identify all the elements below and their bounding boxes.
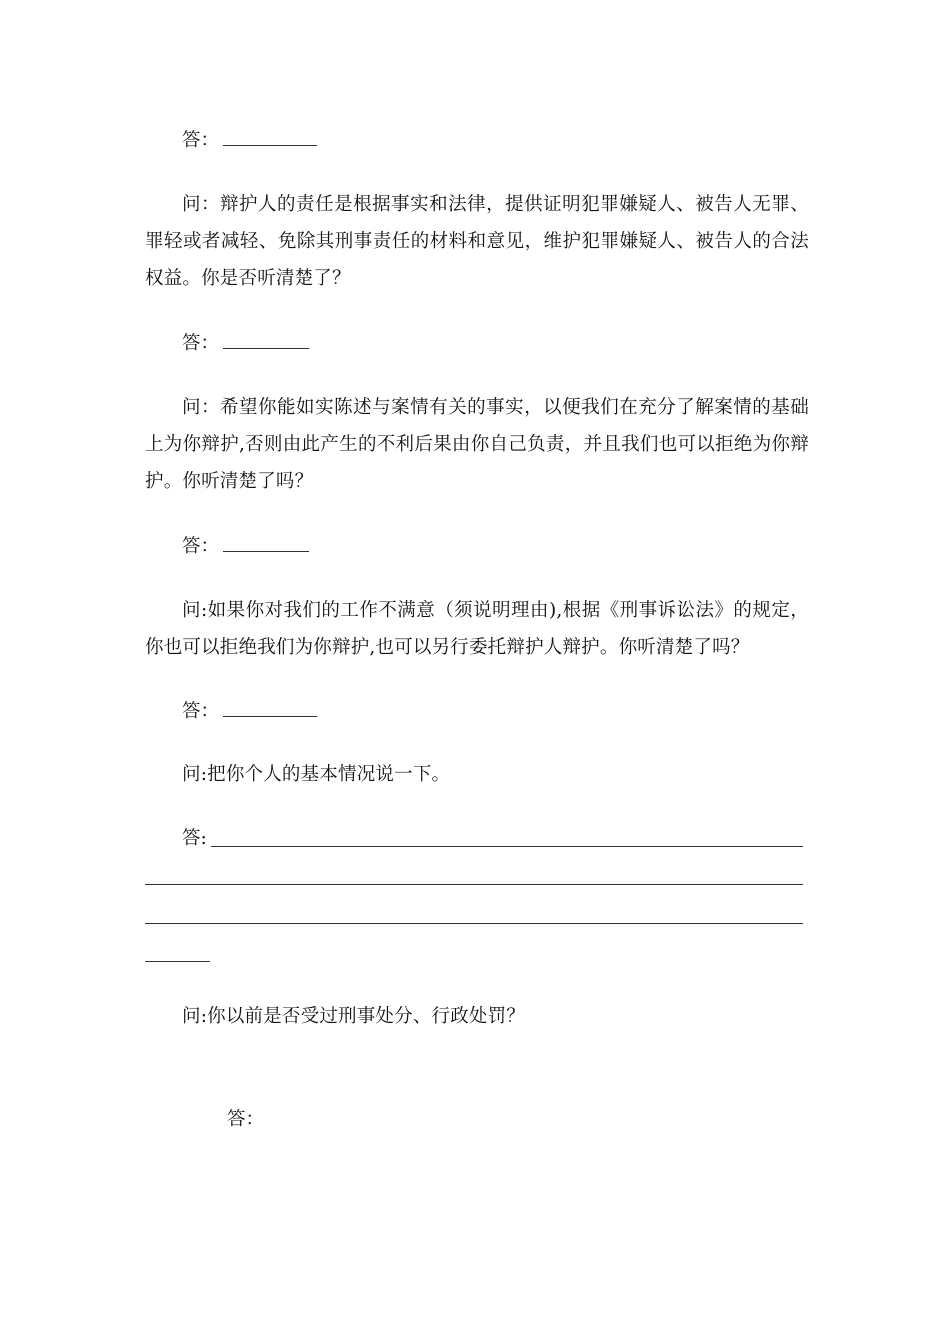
answer-label: 答： [182, 333, 220, 354]
question-3: 问:如果你对我们的工作不满意（须说明理由),根据《刑事诉讼法》的规定，你也可以拒绝我们为你辩护,也可以另行委托辩护人辩护。你听清楚了吗？ [145, 600, 809, 658]
question-5: 问:你以前是否受过刑事处分、行政处罚？ [182, 1006, 526, 1027]
answer-line [182, 127, 317, 155]
answer-line [182, 330, 309, 358]
answer-label: 答： [182, 701, 220, 722]
question-2: 问：希望你能如实陈述与案情有关的事实，以便我们在充分了解案情的基础上为你辩护,否则由此产生的不利后果由你自己负责，并且我们也可以拒绝为你辩护。你听清楚了吗？ [145, 397, 809, 492]
answer-line [227, 1106, 264, 1134]
question-4: 问:把你个人的基本情况说一下。 [182, 764, 451, 785]
answer-rule[interactable] [145, 884, 803, 885]
answer-rule[interactable] [211, 846, 803, 847]
answer-line [182, 698, 317, 726]
question-1: 问：辩护人的责任是根据事实和法律，提供证明犯罪嫌疑人、被告人无罪、罪轻或者减轻、免除其刑事责任的材料和意见，维护犯罪嫌疑人、被告人的合法权益。你是否听清楚了？ [145, 194, 809, 289]
answer-line [182, 533, 309, 561]
answer-label: 答: [182, 828, 207, 849]
answer-blank[interactable] [223, 533, 309, 552]
answer-rule[interactable] [145, 961, 210, 962]
answer-blank[interactable] [223, 330, 309, 349]
answer-blank[interactable] [223, 698, 317, 717]
answer-rule[interactable] [145, 923, 803, 924]
answer-blank[interactable] [223, 127, 317, 146]
answer-label: 答： [182, 130, 220, 151]
answer-line-long [182, 825, 207, 853]
answer-label: 答： [182, 536, 220, 557]
answer-label: 答： [227, 1109, 265, 1130]
